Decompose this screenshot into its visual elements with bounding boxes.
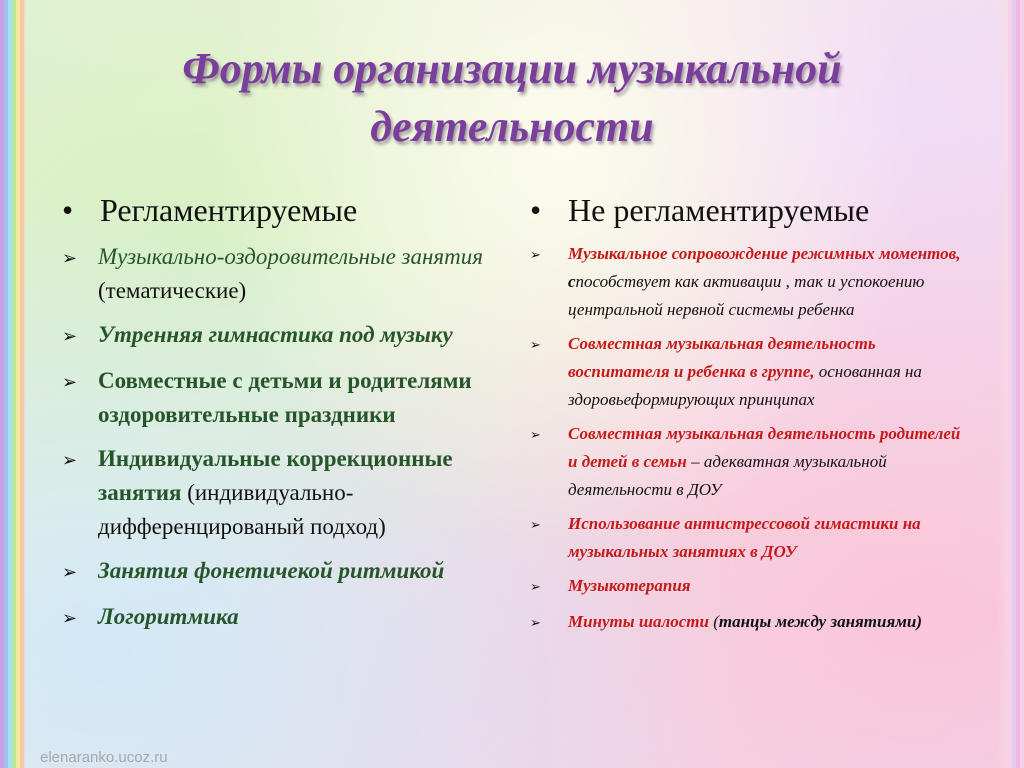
list-item-text (568, 608, 970, 636)
list-item-text (568, 572, 970, 600)
regulated-heading (62, 190, 502, 230)
site-watermark: elenaranko.ucoz.ru (40, 749, 168, 766)
text-segment: Логоритмика (98, 604, 239, 629)
text-segment: с (568, 272, 576, 291)
text-segment: пособствует как активации , так и успокоению центральной нервной системы ребенка (568, 272, 925, 319)
text-segment: Совместная музыкальная деятельность воспитателя и ребенка в группе, (568, 334, 876, 381)
text-segment: Музыкальное сопровождение режимных моментов, (568, 244, 961, 263)
arrowhead-bullet-icon: ➢ (62, 372, 78, 393)
text-segment: основанная на здоровьеформирующих принципах (568, 362, 922, 409)
list-item (62, 318, 502, 354)
text-segment: Музыкально-оздоровительные занятия (98, 244, 483, 269)
slide-title-line2: деятельности (370, 102, 654, 151)
text-segment: Минуты шалости (568, 612, 709, 631)
list-item (530, 572, 970, 602)
text-segment: Утренняя гимнастика под музыку (98, 322, 453, 347)
list-item (530, 240, 970, 324)
list-item-text (568, 420, 970, 504)
bullet-dot-icon: • (62, 192, 74, 228)
regulated-list (62, 240, 502, 636)
bullet-dot-icon: • (530, 192, 542, 228)
list-item-text (568, 240, 970, 324)
list-item-text (98, 240, 502, 308)
list-item (530, 510, 970, 566)
arrowhead-bullet-icon: ➢ (62, 326, 78, 347)
list-item (530, 330, 970, 414)
text-segment: (индивидуально-дифференцированый подход) (98, 480, 386, 539)
arrowhead-bullet-icon: ➢ (62, 248, 78, 269)
list-item-text (568, 510, 970, 566)
text-segment: ( (708, 612, 719, 631)
slide-title (60, 40, 964, 156)
text-segment: Музыкотерапия (568, 576, 691, 595)
regulated-column (62, 190, 502, 646)
arrowhead-bullet-icon: ➢ (530, 518, 541, 533)
list-item (530, 420, 970, 504)
list-item (530, 608, 970, 638)
list-item-text (98, 554, 502, 588)
non-regulated-list (530, 240, 970, 638)
arrowhead-bullet-icon: ➢ (530, 580, 541, 595)
slide-title-line1: Формы организации музыкальной (182, 44, 842, 93)
list-item-text (98, 442, 502, 544)
list-item-text (98, 600, 502, 634)
non-regulated-column (530, 190, 970, 644)
list-item (62, 600, 502, 636)
arrowhead-bullet-icon: ➢ (62, 562, 78, 583)
arrowhead-bullet-icon: ➢ (530, 428, 541, 443)
text-segment: – адекватная музыкальной деятельности в ДОУ (568, 452, 887, 499)
list-item (62, 442, 502, 544)
text-segment: Занятия фонетичекой ритмикой (98, 558, 445, 583)
text-segment: танцы между занятиями) (718, 612, 923, 631)
list-item (62, 554, 502, 590)
text-segment: Совместные с детьми и родителями оздоровительные праздники (98, 368, 472, 427)
text-segment: (тематические) (98, 278, 247, 303)
arrowhead-bullet-icon: ➢ (530, 616, 541, 631)
non-regulated-heading (530, 190, 970, 230)
regulated-heading-label: Регламентируемые (100, 192, 358, 228)
list-item-text (568, 330, 970, 414)
right-rainbow-border (998, 0, 1024, 768)
list-item-text (98, 318, 502, 352)
list-item (62, 240, 502, 308)
text-segment: Совместная музыкальная деятельность родителей и детей в семьн (568, 424, 961, 471)
arrowhead-bullet-icon: ➢ (62, 450, 78, 471)
list-item-text (98, 364, 502, 432)
arrowhead-bullet-icon: ➢ (62, 608, 78, 629)
list-item (62, 364, 502, 432)
text-segment: Использование антистрессовой гимастики на музыкальных занятиях в ДОУ (568, 514, 921, 561)
non-regulated-heading-label: Не регламентируемые (568, 192, 870, 228)
left-rainbow-border (0, 0, 26, 768)
text-segment: Индивидуальные коррекционные занятия (98, 446, 453, 505)
arrowhead-bullet-icon: ➢ (530, 338, 541, 353)
arrowhead-bullet-icon: ➢ (530, 248, 541, 263)
